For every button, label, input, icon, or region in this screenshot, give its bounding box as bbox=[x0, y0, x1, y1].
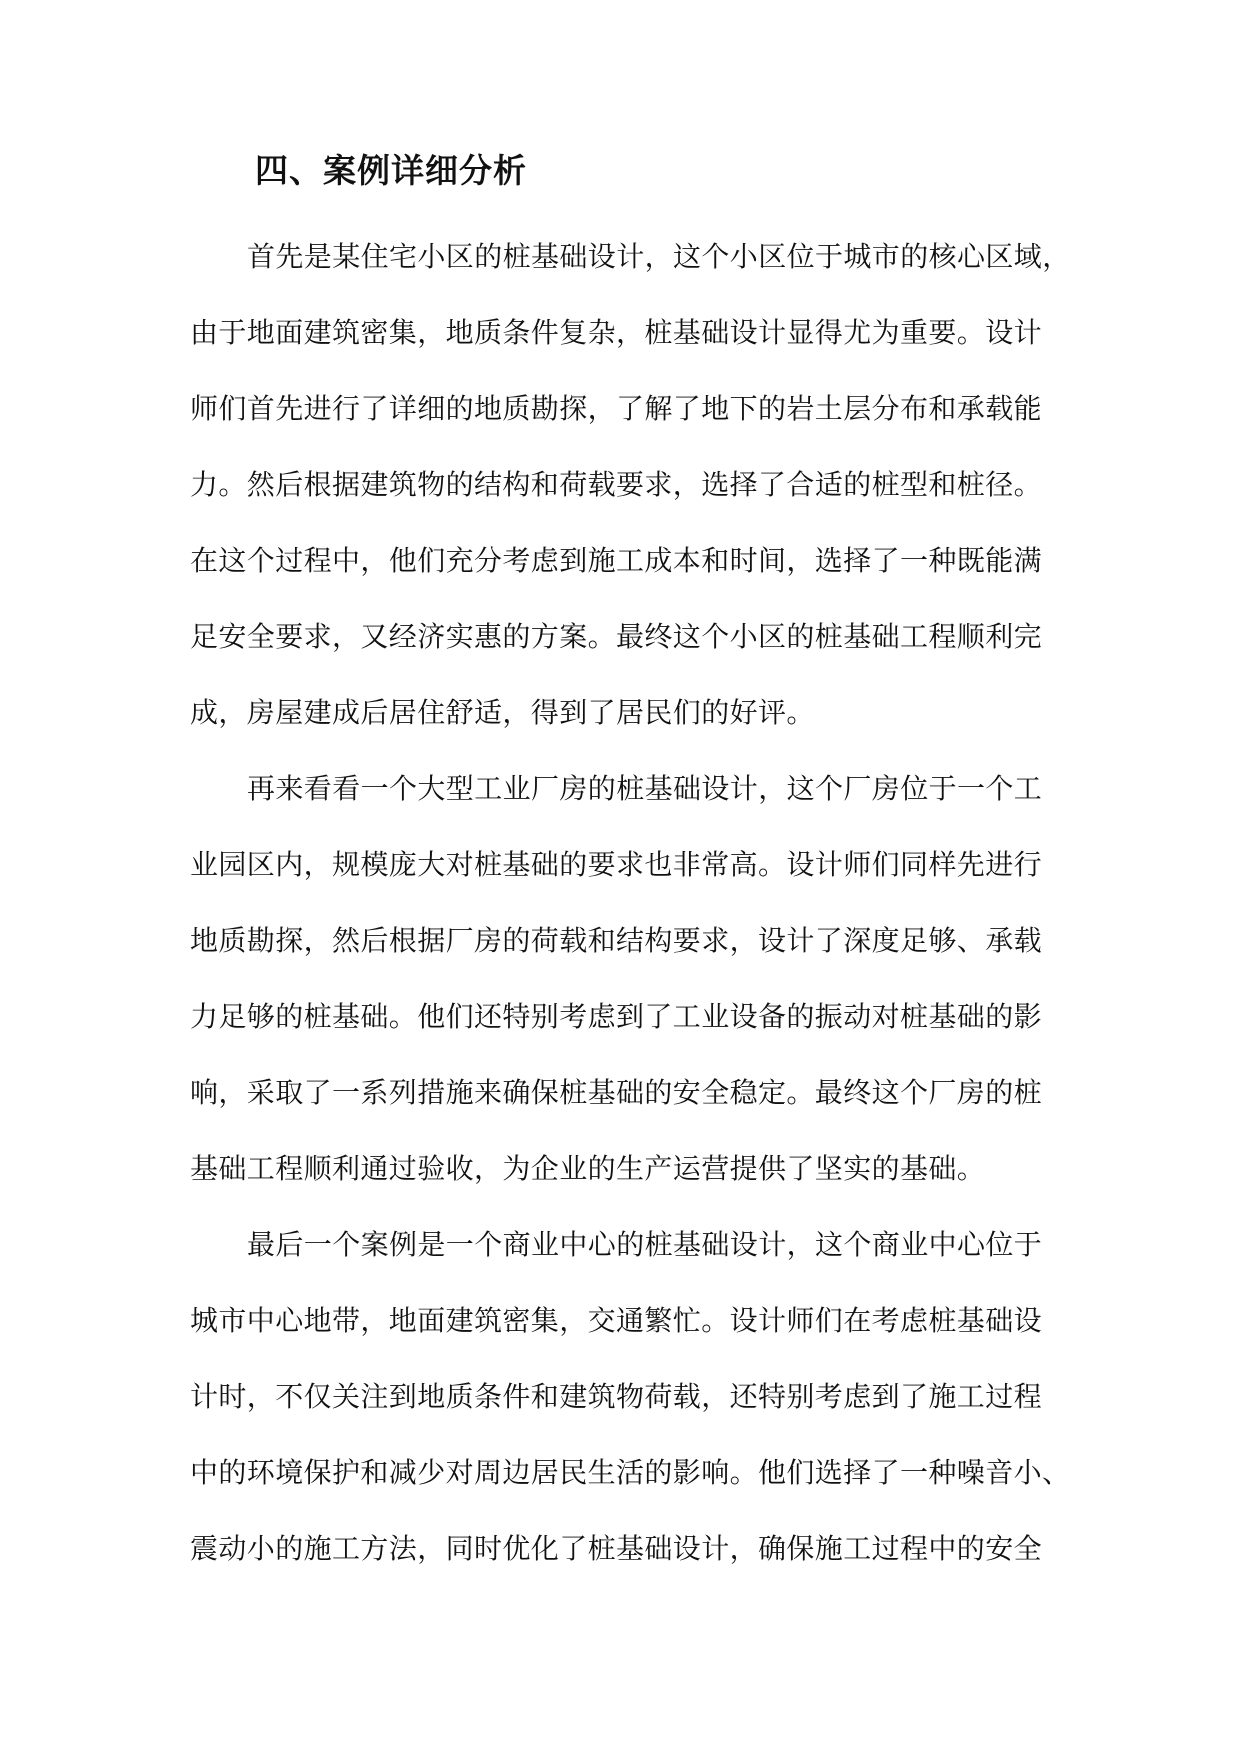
paragraph-1-line-4: 力。然后根据建筑物的结构和荷载要求，选择了合适的桩型和桩径。 bbox=[190, 468, 1043, 501]
document-body bbox=[190, 228, 1070, 1596]
paragraph-3-line-5: 震动小的施工方法，同时优化了桩基础设计，确保施工过程中的安全 bbox=[190, 1532, 1043, 1565]
paragraph-1-line-2: 由于地面建筑密集，地质条件复杂，桩基础设计显得尤为重要。设计 bbox=[190, 316, 1043, 349]
paragraph-1-line-5: 在这个过程中，他们充分考虑到施工成本和时间，选择了一种既能满 bbox=[190, 544, 1043, 577]
paragraph-2-line-2: 业园区内，规模庞大对桩基础的要求也非常高。设计师们同样先进行 bbox=[190, 848, 1043, 881]
paragraph-3-line-2: 城市中心地带，地面建筑密集，交通繁忙。设计师们在考虑桩基础设 bbox=[190, 1304, 1043, 1337]
paragraph-1-line-6: 足安全要求，又经济实惠的方案。最终这个小区的桩基础工程顺利完 bbox=[190, 620, 1043, 653]
paragraph-1-line-1: 首先是某住宅小区的桩基础设计，这个小区位于城市的核心区域， bbox=[247, 240, 1071, 273]
paragraph-2-line-1: 再来看看一个大型工业厂房的桩基础设计，这个厂房位于一个工 bbox=[247, 772, 1043, 805]
paragraph-2-line-6: 基础工程顺利通过验收，为企业的生产运营提供了坚实的基础。 bbox=[190, 1152, 986, 1185]
paragraph-2-line-3: 地质勘探，然后根据厂房的荷载和结构要求，设计了深度足够、承载 bbox=[190, 924, 1043, 957]
paragraph-1-line-3: 师们首先进行了详细的地质勘探，了解了地下的岩土层分布和承载能 bbox=[190, 392, 1043, 425]
paragraph-2-line-5: 响，采取了一系列措施来确保桩基础的安全稳定。最终这个厂房的桩 bbox=[190, 1076, 1043, 1109]
section-heading: 四、案例详细分析 bbox=[255, 151, 527, 190]
paragraph-3-line-1: 最后一个案例是一个商业中心的桩基础设计，这个商业中心位于 bbox=[247, 1228, 1043, 1261]
paragraph-3-line-4: 中的环境保护和减少对周边居民生活的影响。他们选择了一种噪音小、 bbox=[190, 1456, 1071, 1489]
paragraph-2-line-4: 力足够的桩基础。他们还特别考虑到了工业设备的振动对桩基础的影 bbox=[190, 1000, 1043, 1033]
paragraph-1-line-7: 成，房屋建成后居住舒适，得到了居民们的好评。 bbox=[190, 696, 815, 729]
paragraph-3-line-3: 计时，不仅关注到地质条件和建筑物荷载，还特别考虑到了施工过程 bbox=[190, 1380, 1043, 1413]
